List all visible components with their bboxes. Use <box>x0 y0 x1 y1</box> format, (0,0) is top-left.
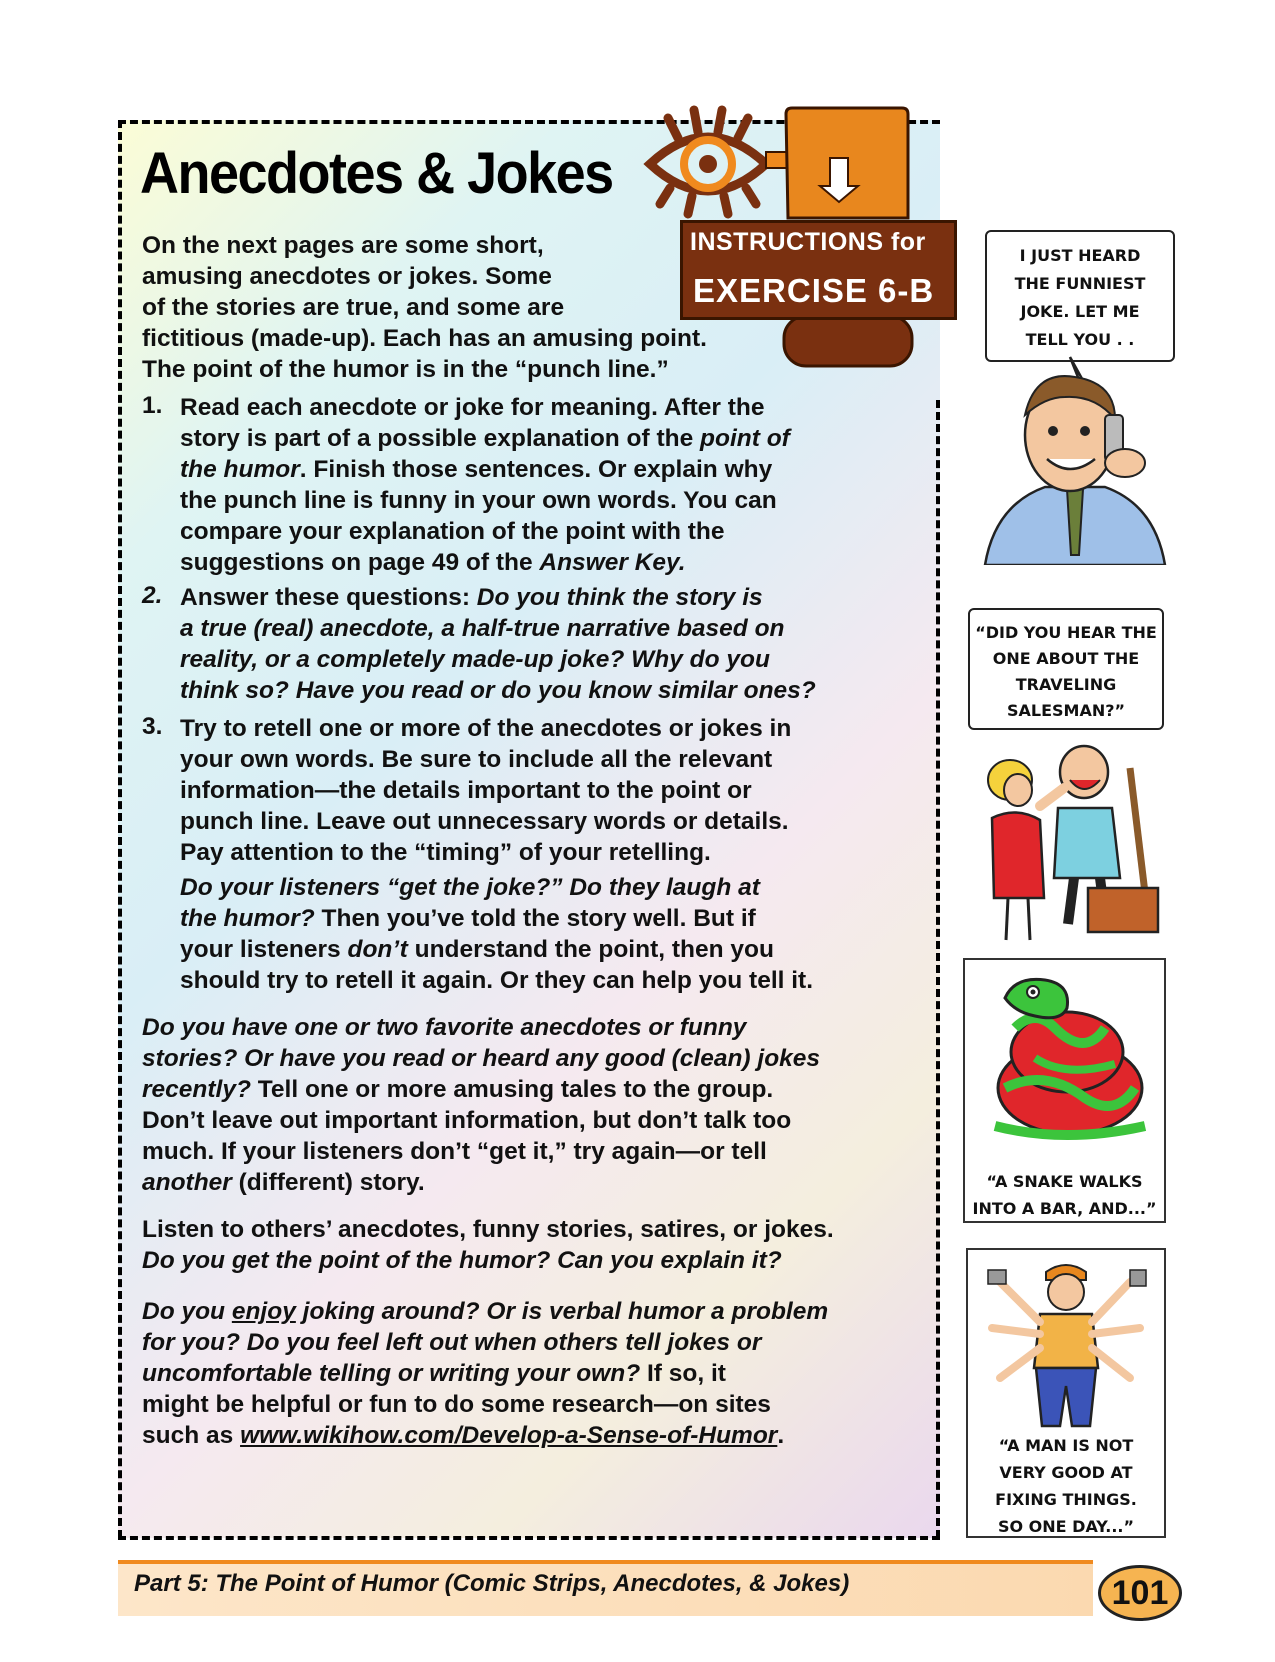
speech-bubble-1: I JUST HEARD THE FUNNIEST JOKE. LET ME TELL YOU . . <box>985 230 1175 362</box>
snake-illustration <box>975 968 1155 1148</box>
item-number: 2. <box>142 582 163 609</box>
box-border-left <box>118 120 122 1538</box>
snake-caption: “A SNAKE WALKS INTO A BAR, AND...” <box>972 1172 1157 1218</box>
wikihow-link[interactable]: www.wikihow.com/Develop-a-Sense-of-Humor <box>240 1422 778 1449</box>
page-number: 101 <box>1098 1565 1182 1621</box>
footer-section-title: Part 5: The Point of Humor (Comic Strips, Anecdotes, & Jokes) <box>134 1570 850 1597</box>
box-border-bottom <box>118 1536 940 1540</box>
favorites-paragraph: Do you have one or two favorite anecdotes or funny stories? Or have you read or heard any good (clean) jokes recently? Tell one or more amusing tales to the group. Don’t leave out important information, but don’t talk too much. If your listeners don’t “get it,” try again—or tell another (different) story. <box>142 1014 821 1196</box>
speech-bubble-2: “DID YOU HEAR THE ONE ABOUT THE TRAVELING SALESMAN?” <box>968 608 1164 730</box>
item-2-text: Answer these questions: Do you think the story is a true (real) anecdote, a half-true narrative based on reality, or a completely made-up joke? Why do you think so? Have you read or do you know similar ones? <box>180 584 816 704</box>
intro-line: On the next pages are some short, <box>142 232 544 259</box>
intro-line: amusing anecdotes or jokes. Some <box>142 263 552 290</box>
instructions-label: INSTRUCTIONS for <box>690 228 926 256</box>
listen-paragraph: Listen to others’ anecdotes, funny stories, satires, or jokes. Do you get the point of the humor? Can you explain it? <box>142 1216 834 1274</box>
intro-paragraph <box>142 230 942 385</box>
salesman-illustration <box>980 728 1170 948</box>
intro-line: fictitious (made-up). Each has an amusing point. <box>142 325 707 352</box>
man-on-phone-illustration <box>975 355 1175 565</box>
exercise-label: EXERCISE 6-B <box>693 272 935 309</box>
item-1-text: Read each anecdote or joke for meaning. After the story is part of a possible explanation of the point of the humor. Finish those sentences. Or explain why the punch line is funny in your own words. You can compare your explanation of the point with the suggestions on page 49 of the Answer Key. <box>180 394 790 576</box>
followup-paragraph: Do your listeners “get the joke?” Do they laugh at the humor? Then you’ve told the story well. But if your listeners don’t understand the point, then you should try to retell it again. Or they can help you tell it. <box>180 874 814 994</box>
page-title: Anecdotes & Jokes <box>140 141 613 206</box>
item-number: 3. <box>142 713 163 740</box>
item-number: 1. <box>142 392 163 419</box>
intro-line: The point of the humor is in the “punch line.” <box>142 356 669 383</box>
enjoy-paragraph: Do you enjoy joking around? Or is verbal humor a problem for you? Do you feel left out when others tell jokes or uncomfortable telling or writing your own? If so, it might be helpful or fun to do some research—on sites such as www.wikihow.com/Develop-a-Sense-of-Humor. <box>142 1298 829 1449</box>
item-3-text: Try to retell one or more of the anecdotes or jokes in your own words. Be sure to include all the relevant information—the details important to the point or punch line. Leave out unnecessary words or details. Pay attention to the “timing” of your retelling. <box>180 715 792 866</box>
handyman-caption: “A MAN IS NOT VERY GOOD AT FIXING THINGS. SO ONE DAY...” <box>995 1436 1137 1536</box>
intro-line: of the stories are true, and some are <box>142 294 565 321</box>
handyman-illustration <box>980 1258 1152 1428</box>
